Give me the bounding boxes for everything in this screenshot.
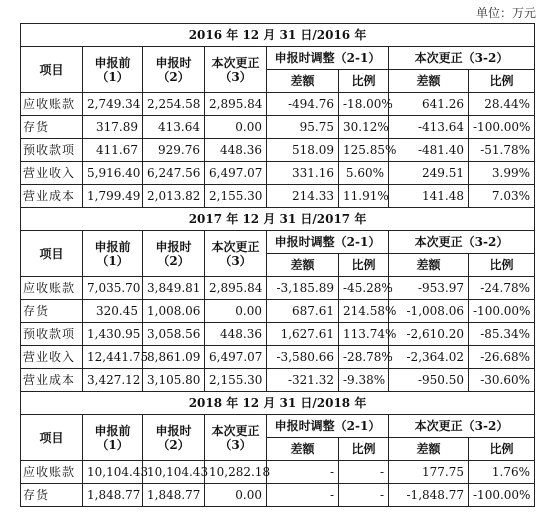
subheader-diff: 差额	[267, 254, 339, 277]
header-before-index: （1）	[96, 253, 129, 268]
header-before-label: 申报前	[94, 55, 131, 70]
section-title-row	[21, 392, 535, 415]
cell-before: 10,104.43	[83, 461, 143, 484]
cell-adj-diff: -	[267, 484, 339, 507]
header-before	[83, 231, 143, 277]
cell-adj-diff: 95.75	[267, 116, 339, 139]
subheader-diff: 差额	[389, 254, 469, 277]
cell-revised: 2,155.30	[205, 369, 267, 392]
cell-before: 3,427.12	[83, 369, 143, 392]
cell-before: 1,430.95	[83, 323, 143, 346]
cell-rev-diff: 177.75	[389, 461, 469, 484]
cell-rev-diff: 641.26	[389, 93, 469, 116]
cell-adj-ratio: 5.60%	[339, 162, 389, 185]
cell-before: 1,848.77	[83, 484, 143, 507]
row-item-name: 预收款项	[21, 139, 83, 162]
cell-rev-diff: -481.40	[389, 139, 469, 162]
cell-revised: 0.00	[205, 116, 267, 139]
cell-at: 1,008.06	[143, 300, 205, 323]
header-revised-label: 本次更正	[211, 423, 260, 438]
cell-rev-diff: -950.50	[389, 369, 469, 392]
header-adjustment-group: 申报时调整（2-1）	[267, 415, 389, 438]
header-revised	[205, 47, 267, 93]
cell-before: 320.45	[83, 300, 143, 323]
row-item-name: 存货	[21, 484, 83, 507]
financial-correction-table	[20, 23, 535, 507]
header-row	[21, 231, 535, 254]
header-before-index: （1）	[96, 69, 129, 84]
table-row	[21, 346, 535, 369]
cell-adj-diff: -494.76	[267, 93, 339, 116]
cell-at: 929.76	[143, 139, 205, 162]
header-before-index: （1）	[96, 437, 129, 452]
cell-revised: 6,497.07	[205, 346, 267, 369]
subheader-ratio: 比例	[339, 70, 389, 93]
header-before-label: 申报前	[94, 239, 131, 254]
header-at-label: 申报时	[155, 55, 192, 70]
header-at	[143, 415, 205, 461]
cell-adj-ratio: -	[339, 484, 389, 507]
header-before-label: 申报前	[94, 423, 131, 438]
header-revised	[205, 415, 267, 461]
cell-adj-ratio: 11.91%	[339, 185, 389, 208]
table-row	[21, 461, 535, 484]
header-at	[143, 47, 205, 93]
cell-at: 2,254.58	[143, 93, 205, 116]
table-row	[21, 277, 535, 300]
row-item-name: 营业收入	[21, 346, 83, 369]
row-item-name: 应收账款	[21, 461, 83, 484]
cell-adj-ratio: -9.38%	[339, 369, 389, 392]
cell-before: 411.67	[83, 139, 143, 162]
cell-at: 1,848.77	[143, 484, 205, 507]
cell-revised: 2,895.84	[205, 277, 267, 300]
subheader-diff: 差额	[267, 438, 339, 461]
header-revision-group: 本次更正（3-2）	[389, 231, 535, 254]
header-item: 项目	[21, 231, 83, 277]
cell-adj-diff: 687.61	[267, 300, 339, 323]
header-revised	[205, 231, 267, 277]
cell-rev-diff: -1,848.77	[389, 484, 469, 507]
cell-at: 6,247.56	[143, 162, 205, 185]
cell-revised: 10,282.18	[205, 461, 267, 484]
header-revised-label: 本次更正	[211, 239, 260, 254]
table-row	[21, 369, 535, 392]
header-row	[21, 47, 535, 70]
cell-at: 3,105.80	[143, 369, 205, 392]
header-item: 项目	[21, 415, 83, 461]
cell-rev-ratio: -51.78%	[469, 139, 535, 162]
subheader-ratio: 比例	[339, 254, 389, 277]
cell-rev-ratio: -26.68%	[469, 346, 535, 369]
row-item-name: 存货	[21, 300, 83, 323]
table-row	[21, 484, 535, 507]
section-title: 2018 年 12 月 31 日/2018 年	[21, 392, 535, 415]
cell-adj-diff: -3,185.89	[267, 277, 339, 300]
header-revised-index: （3）	[219, 253, 252, 268]
table-row	[21, 185, 535, 208]
cell-rev-ratio: 3.99%	[469, 162, 535, 185]
table-row	[21, 93, 535, 116]
table-row	[21, 162, 535, 185]
cell-at: 3,849.81	[143, 277, 205, 300]
row-item-name: 存货	[21, 116, 83, 139]
cell-at: 3,058.56	[143, 323, 205, 346]
section-title: 2017 年 12 月 31 日/2017 年	[21, 208, 535, 231]
cell-at: 2,013.82	[143, 185, 205, 208]
header-revised-index: （3）	[219, 69, 252, 84]
row-item-name: 预收款项	[21, 323, 83, 346]
table-row	[21, 300, 535, 323]
cell-revised: 2,155.30	[205, 185, 267, 208]
cell-rev-ratio: 7.03%	[469, 185, 535, 208]
cell-adj-diff: -	[267, 461, 339, 484]
cell-adj-diff: 214.33	[267, 185, 339, 208]
cell-revised: 0.00	[205, 300, 267, 323]
row-item-name: 营业成本	[21, 369, 83, 392]
unit-label: 单位：万元	[475, 6, 536, 20]
header-revised-label: 本次更正	[211, 55, 260, 70]
cell-adj-ratio: 214.58%	[339, 300, 389, 323]
cell-revised: 6,497.07	[205, 162, 267, 185]
table-row	[21, 116, 535, 139]
cell-rev-diff: -2,364.02	[389, 346, 469, 369]
section-title-row	[21, 24, 535, 47]
row-item-name: 营业收入	[21, 162, 83, 185]
header-revised-index: （3）	[219, 437, 252, 452]
cell-rev-ratio: 28.44%	[469, 93, 535, 116]
cell-rev-ratio: -85.34%	[469, 323, 535, 346]
cell-adj-ratio: -18.00%	[339, 93, 389, 116]
cell-adj-ratio: 113.74%	[339, 323, 389, 346]
cell-at: 8,861.09	[143, 346, 205, 369]
header-before	[83, 47, 143, 93]
cell-rev-diff: 141.48	[389, 185, 469, 208]
header-row	[21, 415, 535, 438]
cell-adj-ratio: -45.28%	[339, 277, 389, 300]
row-item-name: 应收账款	[21, 277, 83, 300]
subheader-ratio: 比例	[469, 70, 535, 93]
header-at-label: 申报时	[155, 423, 192, 438]
subheader-ratio: 比例	[469, 438, 535, 461]
cell-before: 7,035.70	[83, 277, 143, 300]
cell-at: 10,104.43	[143, 461, 205, 484]
cell-rev-diff: 249.51	[389, 162, 469, 185]
cell-adj-ratio: 30.12%	[339, 116, 389, 139]
header-adjustment-group: 申报时调整（2-1）	[267, 47, 389, 70]
cell-revised: 448.36	[205, 139, 267, 162]
cell-rev-diff: -953.97	[389, 277, 469, 300]
subheader-diff: 差额	[389, 438, 469, 461]
cell-adj-diff: -3,580.66	[267, 346, 339, 369]
cell-adj-diff: -321.32	[267, 369, 339, 392]
header-at-index: （2）	[157, 437, 190, 452]
cell-rev-ratio: -30.60%	[469, 369, 535, 392]
table-row	[21, 139, 535, 162]
header-revision-group: 本次更正（3-2）	[389, 47, 535, 70]
subheader-diff: 差额	[267, 70, 339, 93]
subheader-ratio: 比例	[469, 254, 535, 277]
cell-adj-ratio: -	[339, 461, 389, 484]
cell-adj-diff: 331.16	[267, 162, 339, 185]
cell-before: 317.89	[83, 116, 143, 139]
cell-rev-diff: -2,610.20	[389, 323, 469, 346]
cell-rev-ratio: -100.00%	[469, 300, 535, 323]
header-revision-group: 本次更正（3-2）	[389, 415, 535, 438]
cell-adj-ratio: 125.85%	[339, 139, 389, 162]
cell-revised: 2,895.84	[205, 93, 267, 116]
header-at	[143, 231, 205, 277]
row-item-name: 营业成本	[21, 185, 83, 208]
cell-adj-diff: 1,627.61	[267, 323, 339, 346]
cell-rev-ratio: -24.78%	[469, 277, 535, 300]
cell-adj-diff: 518.09	[267, 139, 339, 162]
subheader-ratio: 比例	[339, 438, 389, 461]
header-item: 项目	[21, 47, 83, 93]
section-title: 2016 年 12 月 31 日/2016 年	[21, 24, 535, 47]
cell-rev-diff: -413.64	[389, 116, 469, 139]
cell-adj-ratio: -28.78%	[339, 346, 389, 369]
cell-before: 2,749.34	[83, 93, 143, 116]
cell-before: 12,441.75	[83, 346, 143, 369]
table-row	[21, 323, 535, 346]
cell-before: 5,916.40	[83, 162, 143, 185]
header-before	[83, 415, 143, 461]
header-adjustment-group: 申报时调整（2-1）	[267, 231, 389, 254]
header-at-index: （2）	[157, 69, 190, 84]
cell-before: 1,799.49	[83, 185, 143, 208]
cell-revised: 0.00	[205, 484, 267, 507]
cell-revised: 448.36	[205, 323, 267, 346]
header-at-index: （2）	[157, 253, 190, 268]
section-title-row	[21, 208, 535, 231]
row-item-name: 应收账款	[21, 93, 83, 116]
cell-at: 413.64	[143, 116, 205, 139]
header-at-label: 申报时	[155, 239, 192, 254]
cell-rev-ratio: 1.76%	[469, 461, 535, 484]
subheader-diff: 差额	[389, 70, 469, 93]
cell-rev-ratio: -100.00%	[469, 116, 535, 139]
cell-rev-diff: -1,008.06	[389, 300, 469, 323]
cell-rev-ratio: -100.00%	[469, 484, 535, 507]
